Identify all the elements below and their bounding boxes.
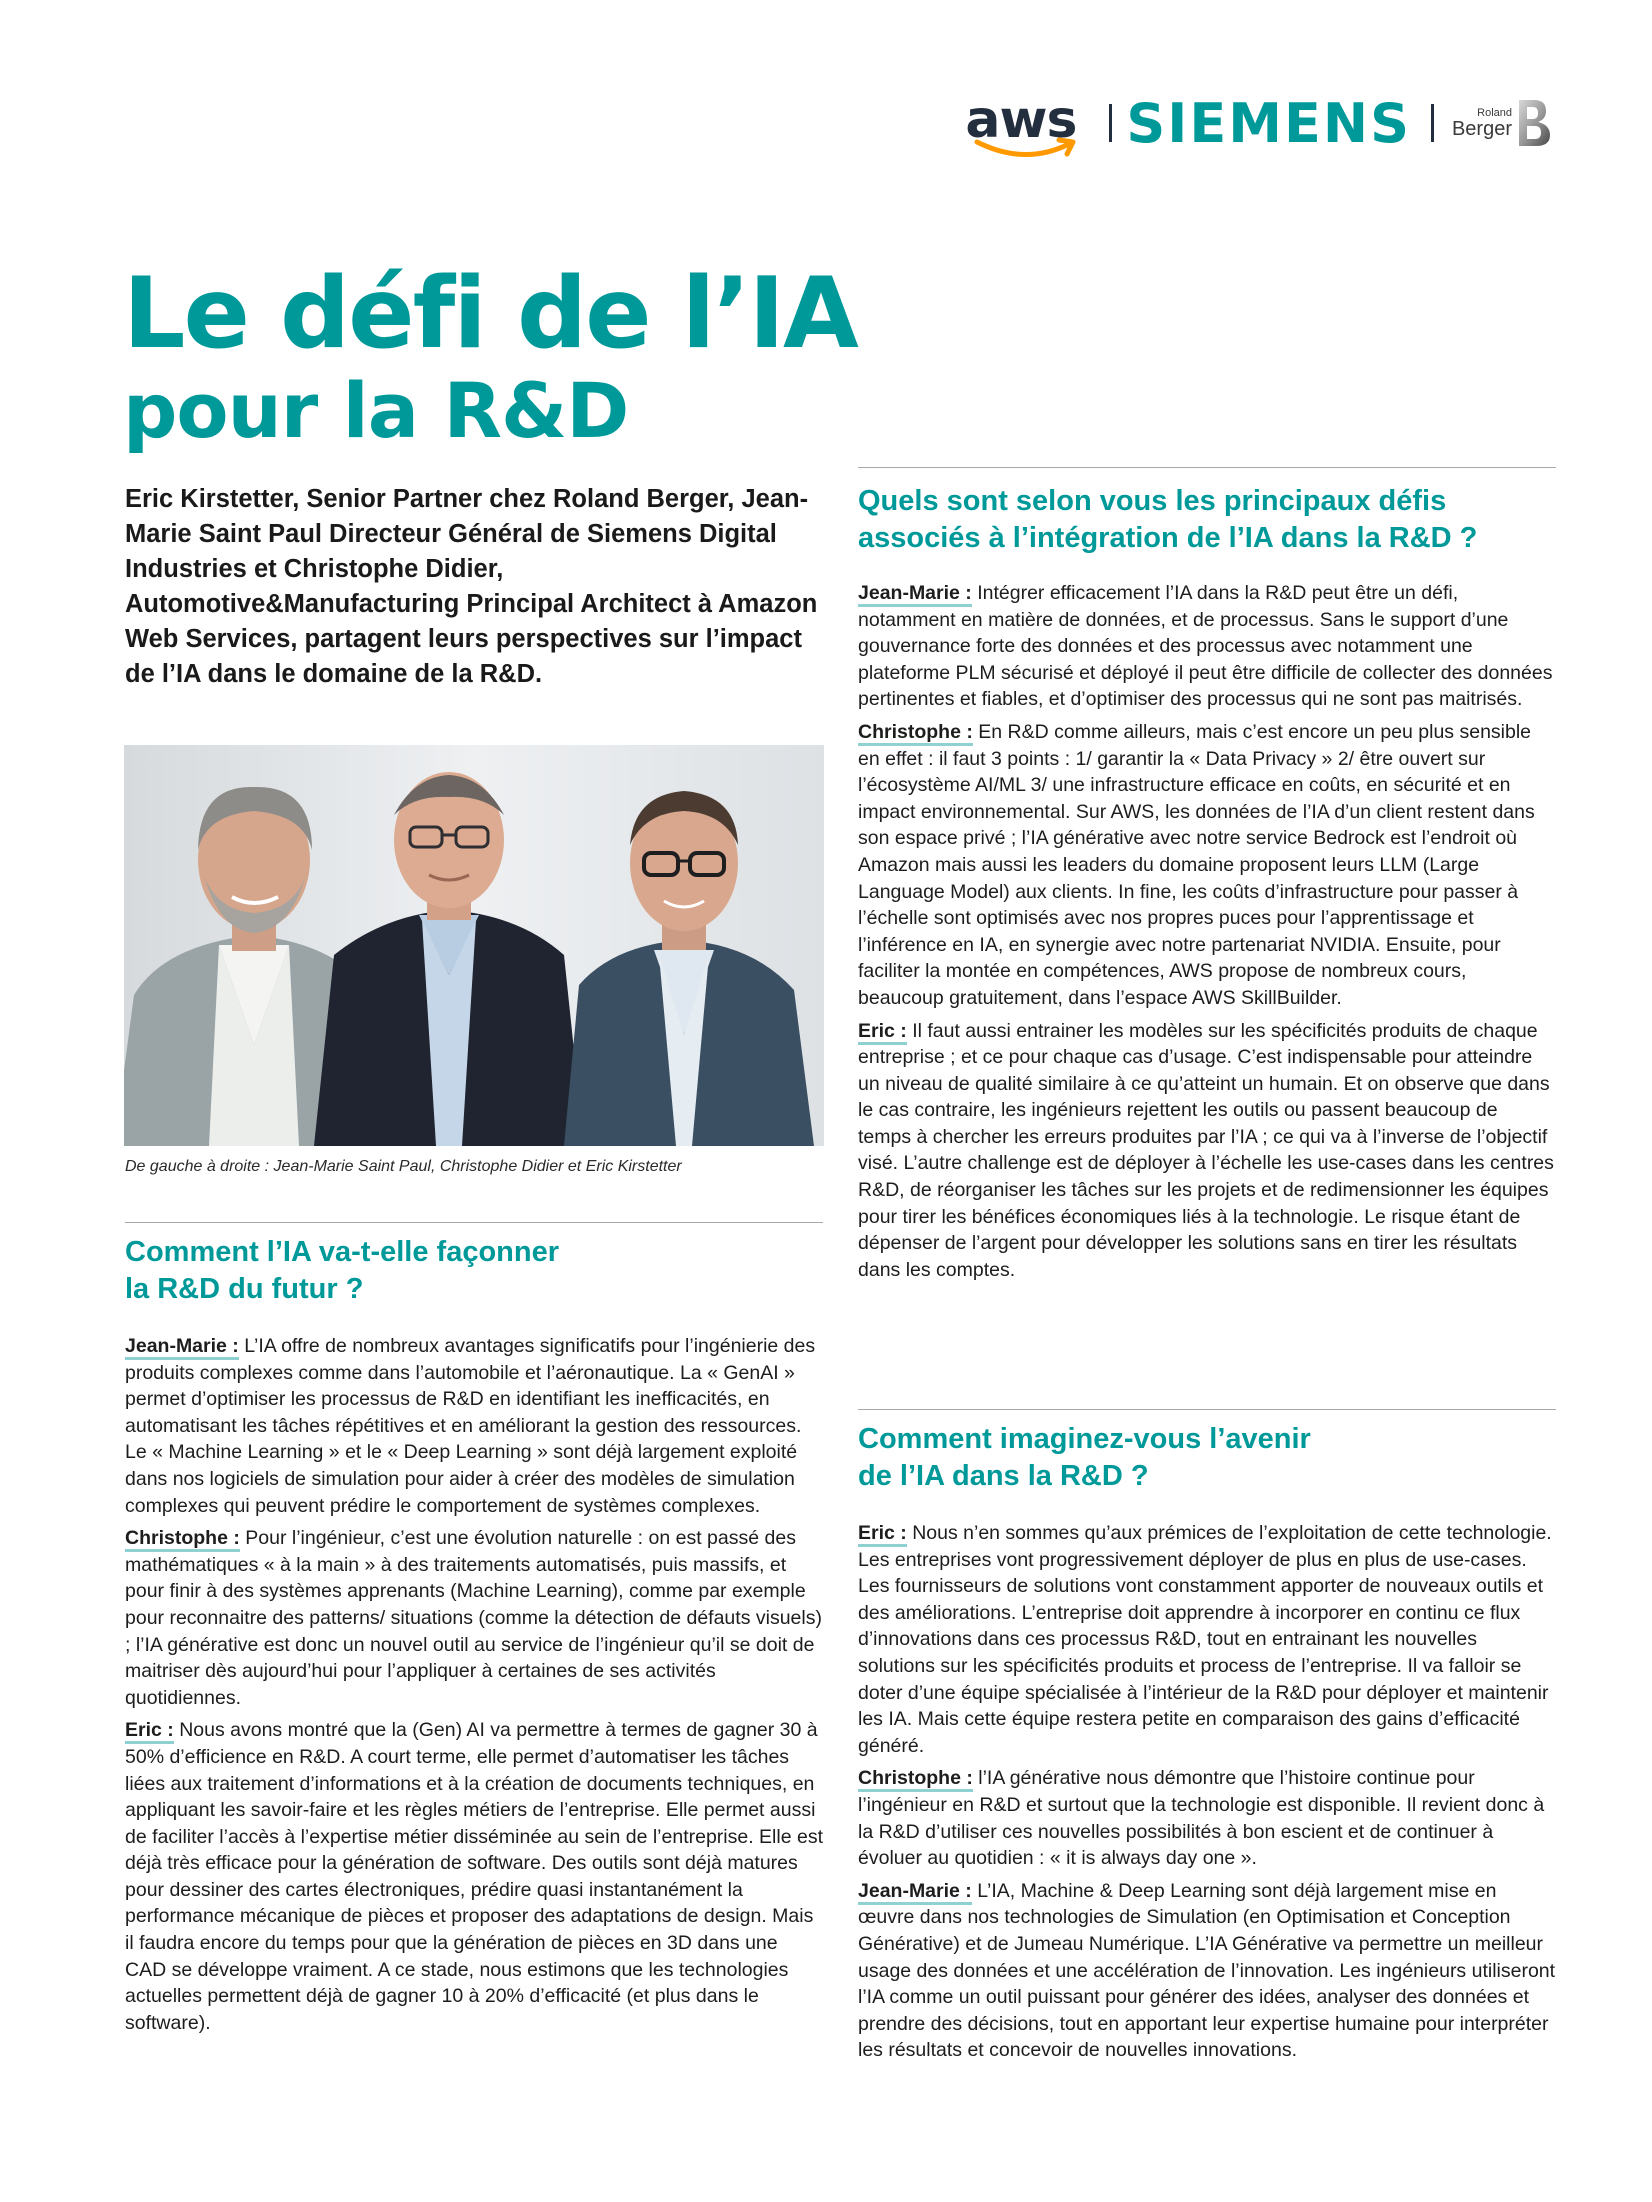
answer-paragraph [858, 719, 1556, 1012]
logo-separator [1109, 104, 1112, 142]
section-2-heading-line-2: associés à l’intégration de l’IA dans la R&D ? [858, 522, 1478, 554]
roland-berger-wordmark-small: Roland [1477, 106, 1512, 119]
answer-text: Pour l’ingénieur, c’est une évolution naturelle : on est passé des mathématiques « à la main » à des traitements automatisés, puis massifs, et pour finir à des systèmes apprenants (Machine Learning), comme par exemple pour reconnaitre des patterns/ situations (comme la détection de défauts visuels) ; l’IA générative est donc un nouvel outil au service de l’ingénieur qu’il se doit de maitriser dès aujourd’hui pour l’appliquer à certaines de ses activités quotidiennes. [125, 1527, 822, 1709]
section-1-heading-line-2: la R&D du futur ? [125, 1273, 364, 1305]
answer-paragraph [858, 1520, 1556, 1759]
page-title-line-2: pour la R&D [123, 366, 629, 455]
speaker-label: Jean-Marie : [858, 1880, 972, 1905]
answer-paragraph [858, 1765, 1556, 1871]
answer-text: En R&D comme ailleurs, mais c’est encore un peu plus sensible en effet : il faut 3 points : 1/ garantir la « Data Privacy » 2/ être ouvert sur l’écosystème AI/ML 3/ une infrastructure efficace en coûts, en sécurité et en impact environnemental. Sur AWS, les données de l’IA d’un client restent dans son espace privé ; l’IA générative avec notre service Bedrock est l’endroit où Amazon mais aussi les leaders du domaine proposent leurs LLM (Large Language Model) aux clients. In fine, les coûts d’infrastructure pour passer à l’échelle sont optimisés avec nos propres puces pour l’apprentissage et l’inférence en IA, en synergie avec notre partenariat NVIDIA. Ensuite, pour faciliter la montée en compétences, AWS propose de nombreux cours, beaucoup gratuitement, dans l’espace AWS SkillBuilder. [858, 720, 1535, 1009]
section-3-heading [858, 1421, 1556, 1495]
roland-berger-b-icon [1516, 98, 1552, 148]
section-divider [858, 1409, 1556, 1410]
aws-smile-icon [973, 136, 1083, 162]
partner-logos [965, 88, 1552, 158]
aws-logo [965, 88, 1085, 158]
roland-berger-wordmark: Berger [1451, 117, 1512, 140]
section-divider [858, 467, 1556, 468]
answer-text: Il faut aussi entrainer les modèles sur les spécificités produits de chaque entreprise ; et ce pour chaque cas d’usage. C’est indispensable pour atteindre un niveau de qualité similaire à ce qu’atteint un humain. Et on observe que dans le cas contraire, les ingénieurs rejettent les outils ou passent beaucoup de temps à chercher les erreurs produites par l’IA ; ce qui va à l’inverse de l’objectif visé. L’autre challenge est de déployer à l’échelle les use-cases dans les centres R&D, de réorganiser les tâches sur les projets et de redimensionner les équipes pour tirer les bénéfices économiques liés à la technologie. Le risque étant de dépenser de l’argent pour développer les solutions sans en tirer les résultats dans les comptes. [858, 1019, 1554, 1281]
answer-paragraph [858, 1878, 1556, 2064]
section-2-body [858, 580, 1556, 1289]
roland-berger-logo [1452, 98, 1552, 148]
section-1-body [125, 1333, 823, 2042]
section-divider [125, 1222, 823, 1223]
speaker-label: Eric : [858, 1522, 907, 1547]
lead-paragraph: Eric Kirstetter, Senior Partner chez Roland Berger, Jean-Marie Saint Paul Directeur Général de Siemens Digital Industries et Christophe Didier, Automotive&Manufacturing Principal Architect à Amazon Web Services, partagent leurs perspectives sur l’impact de l’IA dans le domaine de la R&D. [125, 485, 818, 688]
answer-paragraph [125, 1525, 823, 1711]
speaker-label: Christophe : [858, 1767, 973, 1792]
section-1-heading [125, 1234, 823, 1308]
speaker-label: Eric : [858, 1020, 907, 1045]
answer-paragraph [125, 1717, 823, 2036]
answer-paragraph [858, 580, 1556, 713]
answer-text: Nous n’en sommes qu’aux prémices de l’exploitation de cette technologie. Les entreprises vont progressivement déployer de plus en plus de use-cases. Les fournisseurs de solutions vont constamment apporter de nouveaux outils et des améliorations. L’entreprise doit apprendre à incorporer en continu ce flux d’innovations dans ces processus R&D, tout en entrainant les nouvelles solutions sur les spécificités produits et process de l’entreprise. Il va falloir se doter d’une équipe spécialisée à l’intérieur de la R&D pour déployer et maintenir les IA. Mais cette équipe restera petite en comparaison des gains d’efficacité généré. [858, 1522, 1552, 1757]
speaker-label: Jean-Marie : [125, 1335, 239, 1360]
photo-caption: De gauche à droite : Jean-Marie Saint Paul, Christophe Didier et Eric Kirstetter [125, 1158, 682, 1175]
speaker-label: Eric : [125, 1719, 174, 1744]
section-3-body [858, 1520, 1556, 2070]
section-3-heading-line-2: de l’IA dans la R&D ? [858, 1460, 1149, 1492]
page-title-line-1: Le défi de l’IA [123, 257, 857, 371]
answer-text: l’IA générative nous démontre que l’histoire continue pour l’ingénieur en R&D et surtout que la technologie est disponible. Il revient donc à la R&D d’utiliser ces nouvelles possibilités à bon escient et de continuer à évoluer au quotidien : « it is always day one ». [858, 1767, 1545, 1870]
speaker-label: Christophe : [125, 1527, 240, 1552]
answer-text: Intégrer efficacement l’IA dans la R&D peut être un défi, notamment en matière de données, et de processus. Sans le support d’une gouvernance forte des données et des processus avec notamment une plateforme PLM sécurisé et déployé il peut être difficile de collecter des données pertinentes et fiables, et d’optimiser des processus qui ne sont pas maitrisés. [858, 582, 1553, 711]
section-1-heading-line-1: Comment l’IA va-t-elle façonner [125, 1236, 560, 1268]
page-title [123, 257, 857, 456]
section-2-heading-line-1: Quels sont selon vous les principaux défis [858, 485, 1447, 517]
speaker-label: Jean-Marie : [858, 582, 972, 607]
answer-text: L’IA, Machine & Deep Learning sont déjà largement mise en œuvre dans nos technologies de Simulation (en Optimisation et Conception Générative) et de Jumeau Numérique. L’IA Générative va permettre un meilleur usage des données et une accélération de l’innovation. Les ingénieurs utiliseront l’IA comme un outil puissant pour générer des idées, analyser des données et prendre des décisions, tout en apportant leur expertise humaine pour interpréter les résultats et concevoir de nouvelles innovations. [858, 1879, 1556, 2062]
answer-paragraph [125, 1333, 823, 1519]
answer-paragraph [858, 1018, 1556, 1284]
logo-separator [1431, 104, 1434, 142]
aws-wordmark: aws [965, 90, 1077, 150]
speakers-illustration [124, 745, 824, 1146]
answer-text: Nous avons montré que la (Gen) AI va permettre à termes de gagner 30 à 50% d’efficience en R&D. A court terme, elle permet d’automatiser les tâches liées aux traitement d’informations et à la création de documents techniques, en appliquant les savoir-faire et les règles métiers de l’entreprise. Elle permet aussi de faciliter l’accès à l’expertise métier disséminée au sein de l’entreprise. Elle est déjà très efficace pour la génération de software. Des outils sont déjà matures pour dessiner des cartes électroniques, prédire quasi instantanément la performance mécanique de pièces et proposer des adaptations de design. Mais il faudra encore du temps pour que la génération de pièces en 3D dans une CAD se développe vraiment. A ce stade, nous estimons que les technologies actuelles permettent déjà de gagner 10 à 20% d’efficacité (et plus dans le software). [125, 1719, 823, 2034]
speakers-photo [124, 745, 824, 1146]
section-2-heading [858, 483, 1556, 557]
section-3-heading-line-1: Comment imaginez-vous l’avenir [858, 1423, 1311, 1455]
siemens-logo: SIEMENS [1126, 91, 1411, 155]
speaker-label: Christophe : [858, 721, 973, 746]
answer-text: L’IA offre de nombreux avantages significatifs pour l’ingénierie des produits complexes comme dans l’automobile et l’aéronautique. La « GenAI » permet d’optimiser les processus de R&D en identifiant les inefficacités, en automatisant les tâches répétitives et en améliorant la gestion des ressources. Le « Machine Learning » et le « Deep Learning » sont déjà largement exploité dans nos logiciels de simulation pour aider à créer des modèles de simulation complexes qui peuvent prédire le comportement de systèmes complexes. [125, 1335, 816, 1517]
